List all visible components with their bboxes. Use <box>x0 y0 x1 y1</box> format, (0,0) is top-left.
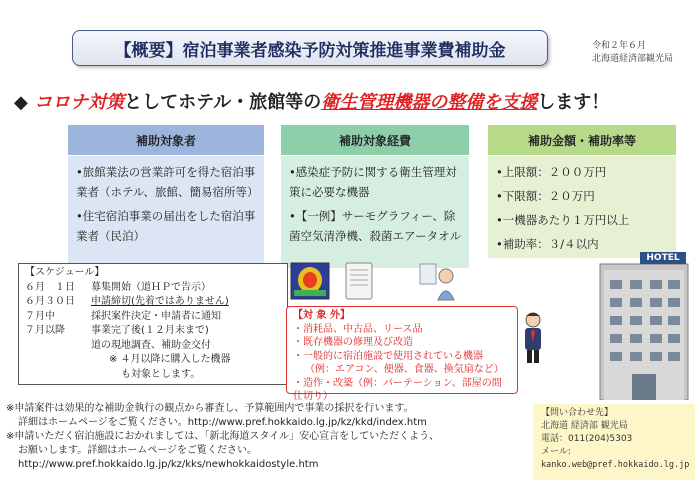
contact-mail-label: メール: <box>541 447 571 457</box>
exclusion-item: ・消耗品、中古品、リース品 <box>293 323 423 335</box>
headline-part1: コロナ対策 <box>34 92 125 113</box>
contact-org: 北海道 経済部 観光局 <box>541 421 628 431</box>
exclusion-item: ・一般的に宿泊施設で使用されている機器 <box>293 350 483 362</box>
note-line: ※申請いただく宿泊施設におかれましては、「新北海道スタイル」安心宣言をしていただくよう、 <box>6 431 440 442</box>
col3-body <box>488 156 676 258</box>
hotel-sign: HOTEL <box>640 252 686 264</box>
schedule-note: も対象とします。 <box>121 368 201 380</box>
headline-part2: としてホテル・旅館等の <box>124 92 322 113</box>
col2-body <box>281 156 469 268</box>
col1-header: 補助対象者 <box>68 125 264 155</box>
headline <box>14 88 609 114</box>
note-line: ※申請案件は効果的な補助金執行の観点から審査し、予算範囲内で事業の採択を行います。 <box>6 403 414 414</box>
col1-body <box>68 156 264 268</box>
exclusion-item: ・造作・改築（例：パーテーション、部屋の間仕切り） <box>293 377 502 402</box>
col2-header: 補助対象経費 <box>281 125 469 155</box>
exclusions-title: 【対 象 外】 <box>293 310 350 321</box>
department-text: 北海道経済部観光局 <box>592 54 674 64</box>
schedule-title: 【スケジュール】 <box>25 267 105 278</box>
schedule-date <box>25 339 91 354</box>
schedule-date: ６月 １日 <box>25 281 75 293</box>
date-text: 令和２年６月 <box>592 41 647 51</box>
hotel-building-icon <box>596 250 692 400</box>
note-url[interactable]: http://www.pref.hokkaido.lg.jp/kz/kks/newhokkaidostyle.htm <box>18 459 319 470</box>
schedule-row <box>25 295 281 310</box>
schedule-row <box>25 339 281 354</box>
note-line: お願いします。詳細はホームページをご覧ください。 <box>18 445 257 456</box>
col2-item: •【一例】サーモグラフィー、除菌空気清浄機、殺菌エアータオル <box>289 209 462 243</box>
schedule-text: 募集開始（道ＨＰで告示） <box>91 281 211 293</box>
schedule-row <box>25 310 281 325</box>
headline-part4: します！ <box>537 92 610 113</box>
contact-email[interactable]: kanko.web@pref.hokkaido.lg.jp <box>541 460 690 470</box>
schedule-text: 採択案件決定・申請者に通知 <box>91 310 221 322</box>
col3-header: 補助金額・補助率等 <box>488 125 676 155</box>
schedule-date: ７月以降 <box>25 325 65 336</box>
schedule-row <box>25 324 281 339</box>
contact-phone: 電話：011(204)5303 <box>541 434 633 444</box>
col3-item: •上限額：２００万円 <box>496 165 607 179</box>
col1-item: •旅館業法の営業許可を得た宿泊事業者（ホテル、旅館、簡易宿所等） <box>76 165 259 199</box>
exclusion-item: （例：エアコン、便器、食器、換気扇など） <box>305 364 504 375</box>
air-purifier-icon <box>342 262 376 300</box>
schedule-text: 申請締切(先着ではありません) <box>91 296 229 307</box>
contact-box <box>533 404 695 480</box>
page-title: 【概要】宿泊事業者感染予防対策推進事業費補助金 <box>72 30 548 66</box>
diamond-bullet-icon: ◆ <box>14 92 35 113</box>
col1-item: •住宅宿泊事業の届出をした宿泊事業者（民泊） <box>76 209 256 243</box>
col3-item: •一機器あたり１万円以上 <box>496 213 630 227</box>
contact-title: 【問い合わせ先】 <box>541 408 614 418</box>
schedule-date: ７月中 <box>25 310 55 322</box>
schedule-row <box>25 281 281 296</box>
date-block <box>592 40 673 66</box>
exclusions-box <box>286 306 518 402</box>
note-line: 詳細はホームページをご覧ください。http://www.pref.hokkaido.lg.jp/kz/kkd/index.htm <box>18 417 427 428</box>
businessman-icon <box>522 312 544 364</box>
col3-item: •下限額：２０万円 <box>496 189 595 203</box>
schedule-note: ※ ４月以降に購入した機器 <box>109 354 231 365</box>
schedule-date: ６月３０日 <box>25 296 75 307</box>
schedule-text: 道の現地調査、補助金交付 <box>91 339 211 351</box>
thermography-icon <box>290 262 330 300</box>
notes <box>6 402 534 472</box>
headline-part3: 衛生管理機器の整備を支援 <box>321 92 538 113</box>
person-illustration-icon <box>418 262 458 302</box>
col2-item: •感染症予防に関する衛生管理対策に必要な機器 <box>289 165 457 199</box>
exclusion-item: ・既存機器の修理及び改造 <box>293 337 413 348</box>
schedule-text: 事業完了後(１２月末まで) <box>91 325 209 336</box>
schedule-box <box>18 263 288 385</box>
col3-item: •補助率：３/４以内 <box>496 237 599 251</box>
